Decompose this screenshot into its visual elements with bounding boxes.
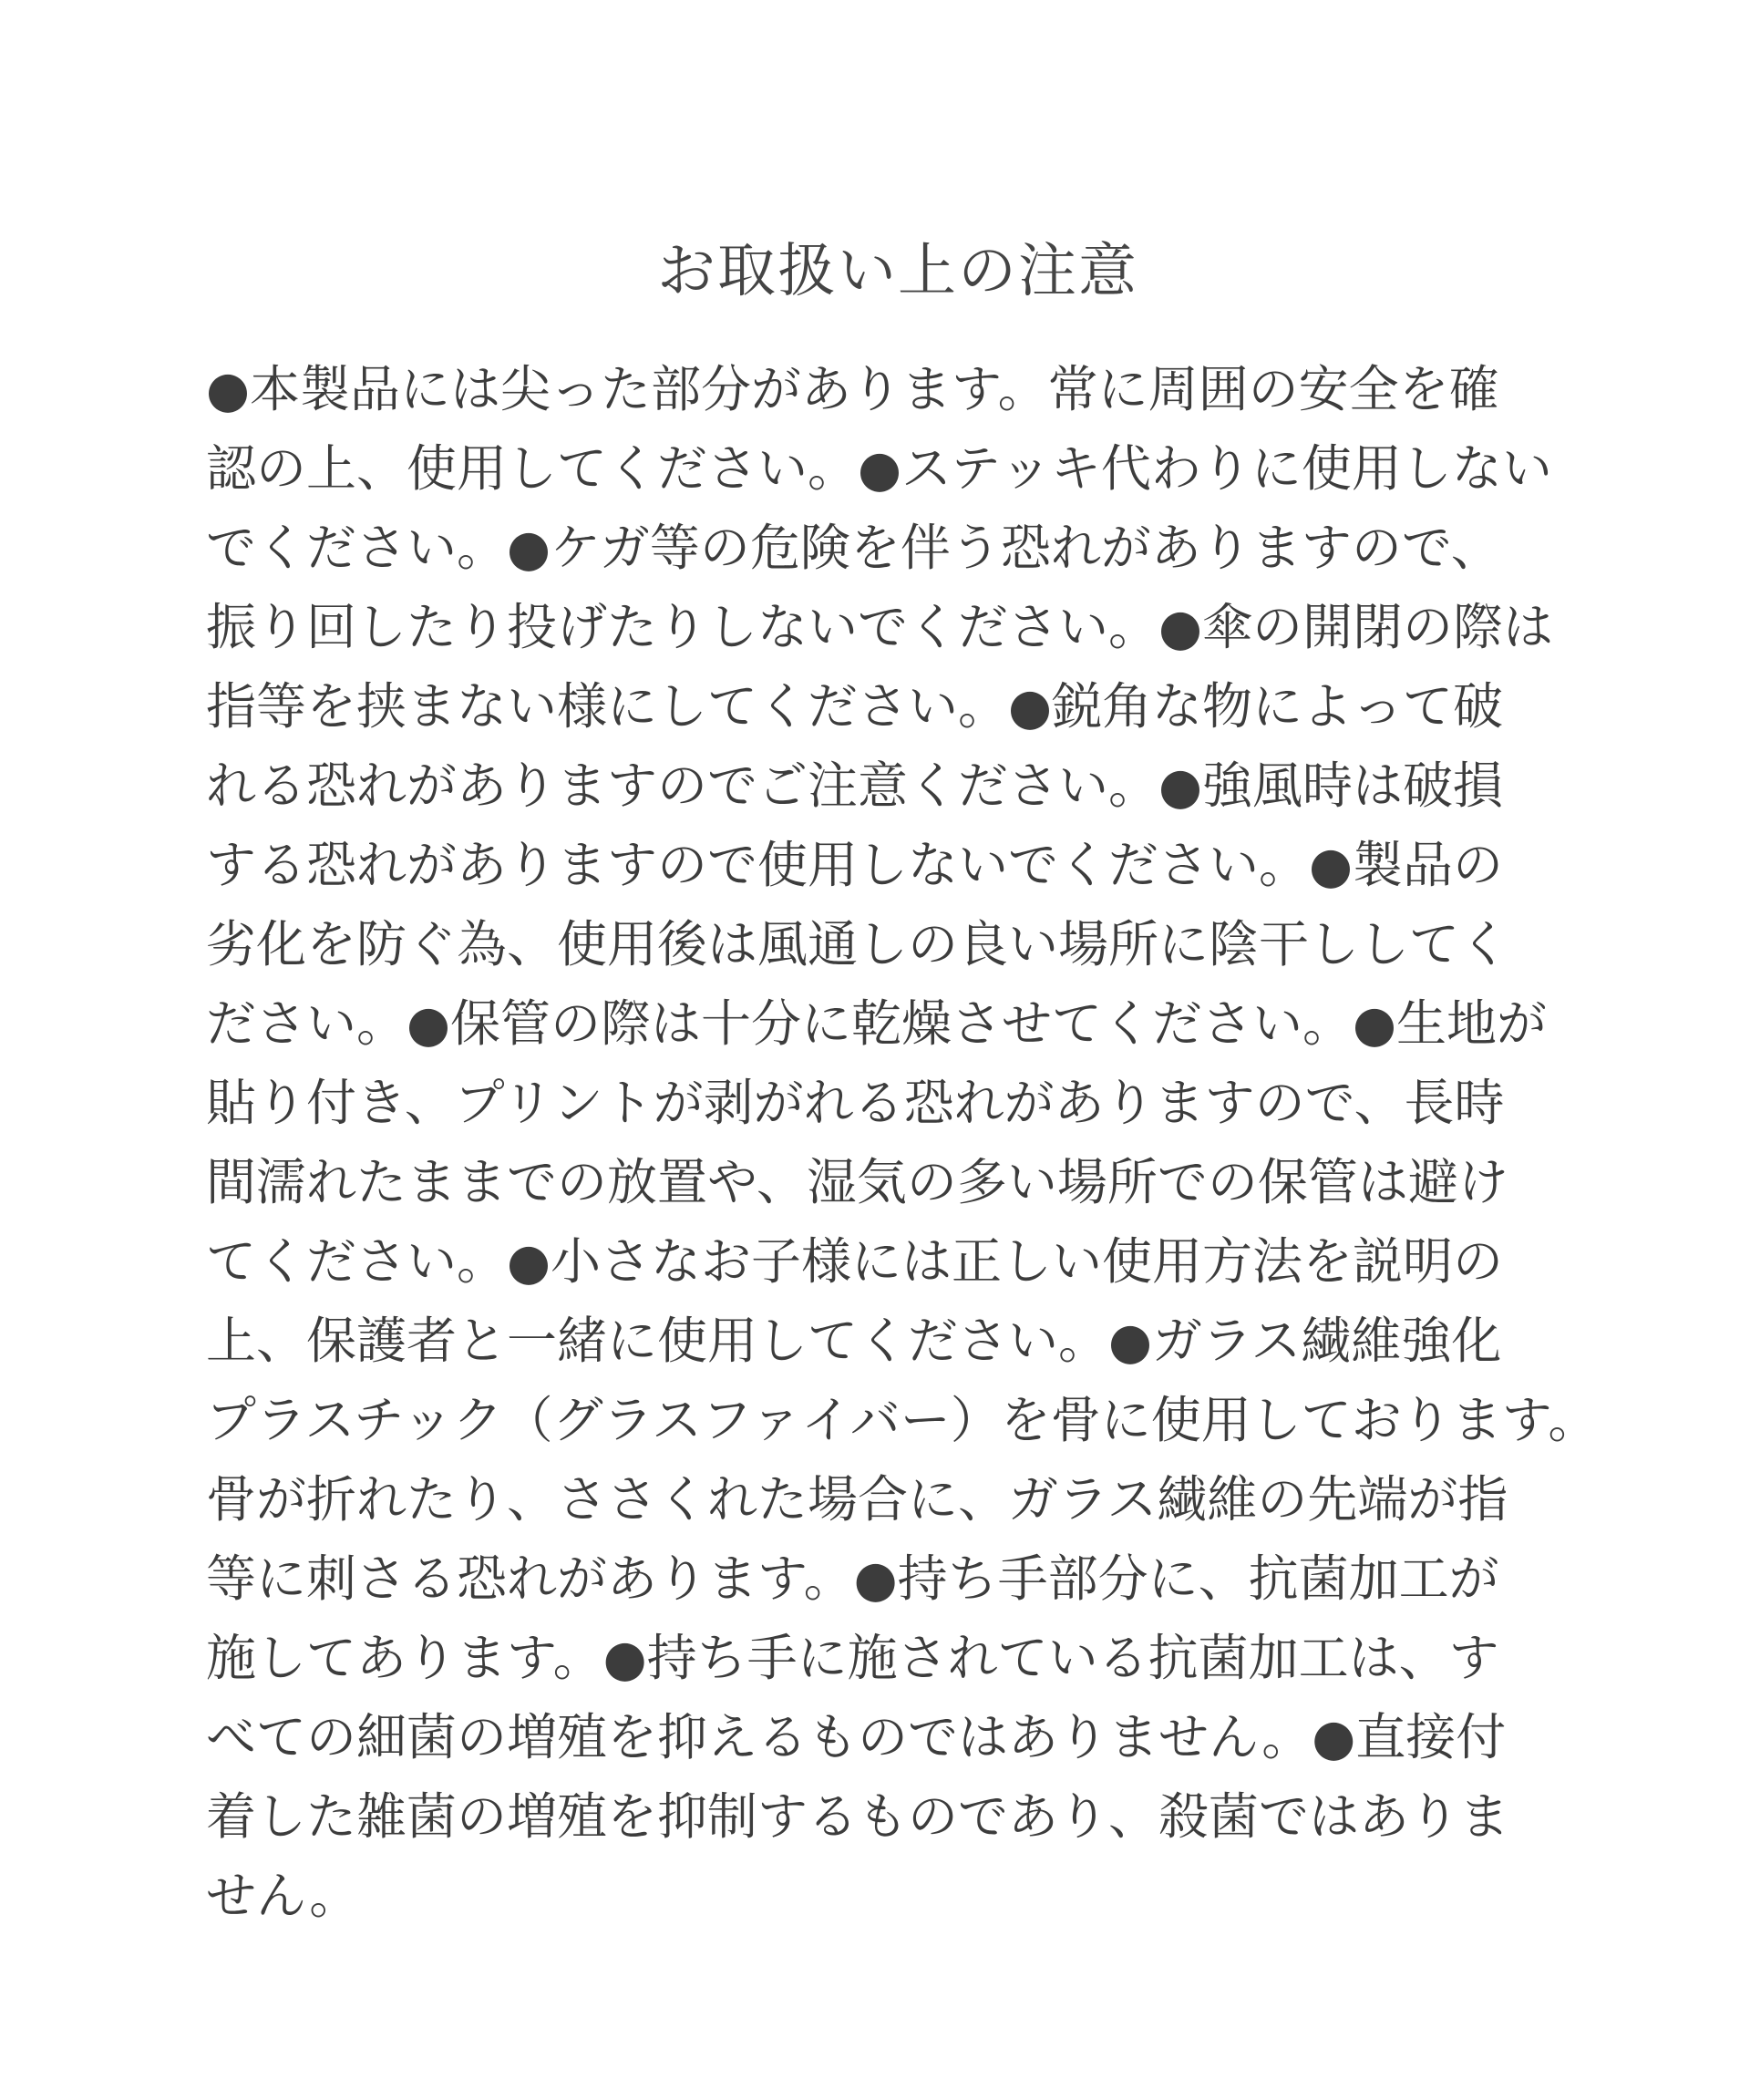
text-line: プラスチック（グラスファイバー）を骨に使用しております。 xyxy=(206,1391,1599,1449)
text-line: せん。 xyxy=(206,1867,360,1925)
text-line: 指等を挟まない様にしてください。●鋭角な物によって破 xyxy=(206,677,1503,736)
text-line: 劣化を防ぐ為、使用後は風通しの良い場所に陰干ししてく xyxy=(206,915,1510,973)
text-line: 振り回したり投げたりしないでください。●傘の開閉の際は xyxy=(206,598,1553,656)
text-line: 着した雑菌の増殖を抑制するものであり、殺菌ではありま xyxy=(206,1787,1510,1846)
text-line: 間濡れたままでの放置や、湿気の多い場所での保管は避け xyxy=(206,1153,1508,1211)
text-line: 施してあります。●持ち手に施されている抗菌加工は、す xyxy=(206,1629,1499,1687)
text-line: でください。●ケガ等の危険を伴う恐れがありますので、 xyxy=(206,519,1501,577)
text-line: 上、保護者と一緒に使用してください。●ガラス繊維強化 xyxy=(206,1312,1502,1370)
text-line: 認の上、使用してください。●ステッキ代わりに使用しない xyxy=(206,439,1552,498)
text-line: てください。●小さなお子様には正しい使用方法を説明の xyxy=(206,1232,1503,1291)
text-line: 貼り付き、プリントが剥がれる恐れがありますので、長時 xyxy=(206,1074,1505,1132)
page-title: お取扱い上の注意 xyxy=(657,238,1138,305)
text-line: 骨が折れたり、ささくれた場合に、ガラス繊維の先端が指 xyxy=(206,1470,1508,1529)
text-line: する恐れがありますので使用しないでください。●製品の xyxy=(206,836,1503,894)
text-line: べての細菌の増殖を抑えるものではありません。●直接付 xyxy=(206,1708,1507,1766)
text-line: ださい。●保管の際は十分に乾燥させてください。●生地が xyxy=(206,994,1547,1053)
text-line: ●本製品には尖った部分があります。常に周囲の安全を確 xyxy=(206,360,1499,418)
text-line: れる恐れがありますのでご注意ください。●強風時は破損 xyxy=(206,757,1503,815)
text-line: 等に刺さる恐れがあります。●持ち手部分に、抗菌加工が xyxy=(206,1549,1499,1608)
caution-text-body xyxy=(206,350,1599,1936)
